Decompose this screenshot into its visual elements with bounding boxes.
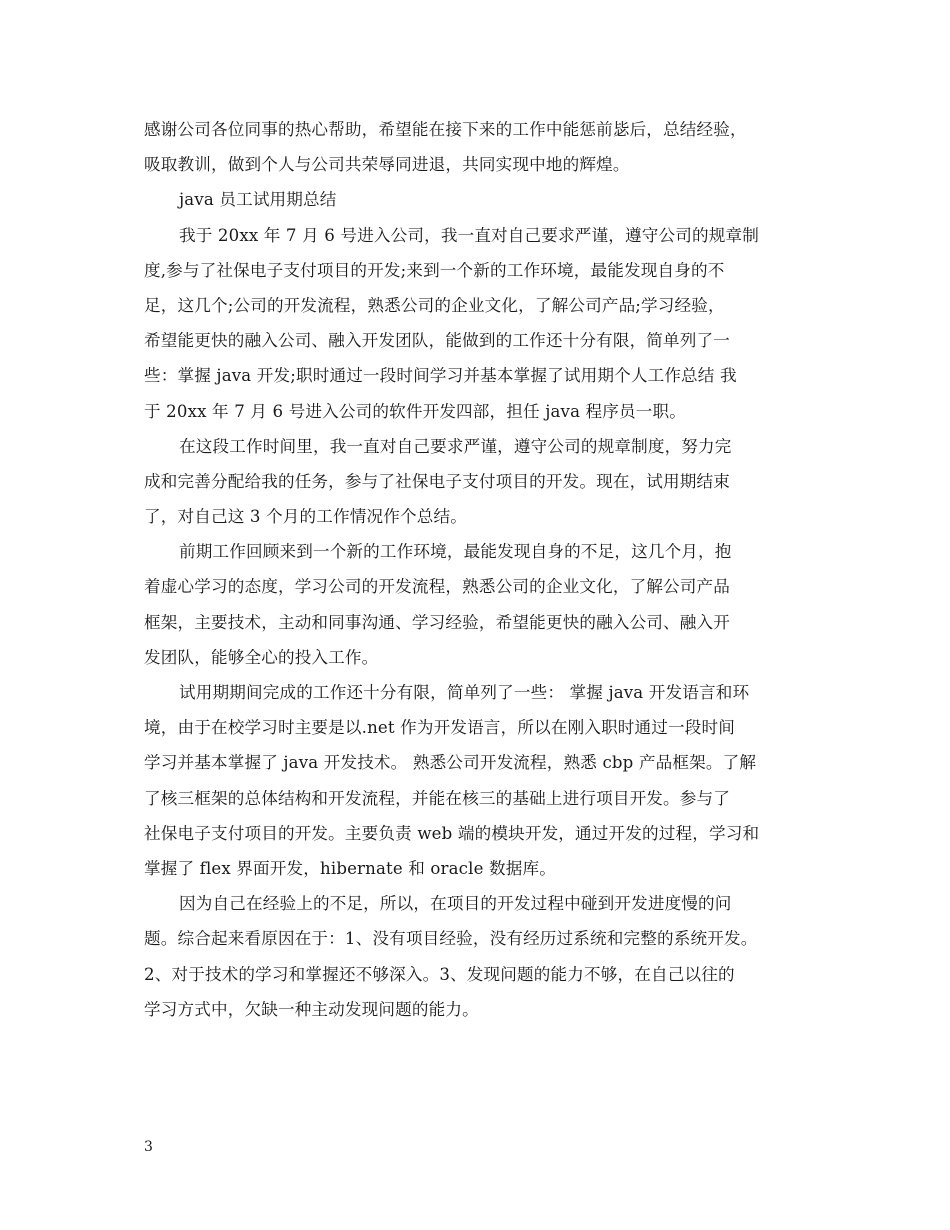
text-line: 境，由于在校学习时主要是以.net 作为开发语言，所以在刚入职时通过一段时间 bbox=[144, 718, 736, 738]
text-line: 成和完善分配给我的任务，参与了社保电子支付项目的开发。现在，试用期结束 bbox=[144, 471, 731, 491]
text-line: 希望能更快的融入公司、融入开发团队，能做到的工作还十分有限，简单列了一 bbox=[144, 331, 731, 351]
text-line: 题。综合起来看原因在于：1、没有项目经验，没有经历过系统和完整的系统开发。 bbox=[144, 929, 758, 949]
text-line: 度,参与了社保电子支付项目的开发;来到一个新的工作环境，最能发现自身的不 bbox=[144, 260, 725, 280]
text-line: 在这段工作时间里，我一直对自己要求严谨，遵守公司的规章制度，努力完 bbox=[179, 436, 732, 456]
text-line: 感谢公司各位同事的热心帮助，希望能在接下来的工作中能惩前毖后，总结经验， bbox=[144, 120, 747, 139]
text-line: 学习方式中，欠缺一种主动发现问题的能力。 bbox=[144, 999, 479, 1019]
text-line: 因为自己在经验上的不足，所以，在项目的开发过程中碰到开发进度慢的问 bbox=[179, 894, 732, 914]
text-line: 于 20xx 年 7 月 6 号进入公司的软件开发四部，担任 java 程序员一职。 bbox=[144, 401, 686, 421]
text-line: 试用期期间完成的工作还十分有限，简单列了一些： 掌握 java 开发语言和环 bbox=[179, 683, 750, 702]
text-line: 着虚心学习的态度，学习公司的开发流程，熟悉公司的企业文化，了解公司产品 bbox=[144, 577, 731, 597]
page-number: 3 bbox=[144, 1139, 153, 1155]
text-line: 我于 20xx 年 7 月 6 号进入公司，我一直对自己要求严谨，遵守公司的规章制 bbox=[179, 225, 759, 245]
text-line: 了，对自己这 3 个月的工作情况作个总结。 bbox=[144, 507, 467, 527]
text-line: 前期工作回顾来到一个新的工作环境，最能发现自身的不足，这几个月，抱 bbox=[179, 542, 732, 562]
text-line: 吸取教训，做到个人与公司共荣辱同进退，共同实现中地的辉煌。 bbox=[144, 155, 630, 175]
text-line: 了核三框架的总体结构和开发流程，并能在核三的基础上进行项目开发。参与了 bbox=[144, 788, 731, 808]
text-line: 些：掌握 java 开发;职时通过一段时间学习并基本掌握了试用期个人工作总结 我 bbox=[144, 366, 737, 386]
section-heading: java 员工试用期总结 bbox=[179, 190, 337, 210]
text-line: 足，这几个;公司的开发流程，熟悉公司的企业文化，了解公司产品;学习经验， bbox=[144, 295, 725, 315]
document-body bbox=[144, 112, 816, 1027]
text-line: 社保电子支付项目的开发。主要负责 web 端的模块开发，通过开发的过程，学习和 bbox=[144, 823, 760, 843]
text-line: 发团队，能够全心的投入工作。 bbox=[144, 647, 379, 667]
text-line: 2、对于技术的学习和掌握还不够深入。3、发现问题的能力不够，在自己以往的 bbox=[144, 964, 735, 984]
text-line: 框架，主要技术，主动和同事沟通、学习经验，希望能更快的融入公司、融入开 bbox=[144, 612, 731, 632]
text-line: 学习并基本掌握了 java 开发技术。 熟悉公司开发流程，熟悉 cbp 产品框架。了解 bbox=[144, 753, 757, 773]
text-line: 掌握了 flex 界面开发，hibernate 和 oracle 数据库。 bbox=[144, 858, 556, 878]
